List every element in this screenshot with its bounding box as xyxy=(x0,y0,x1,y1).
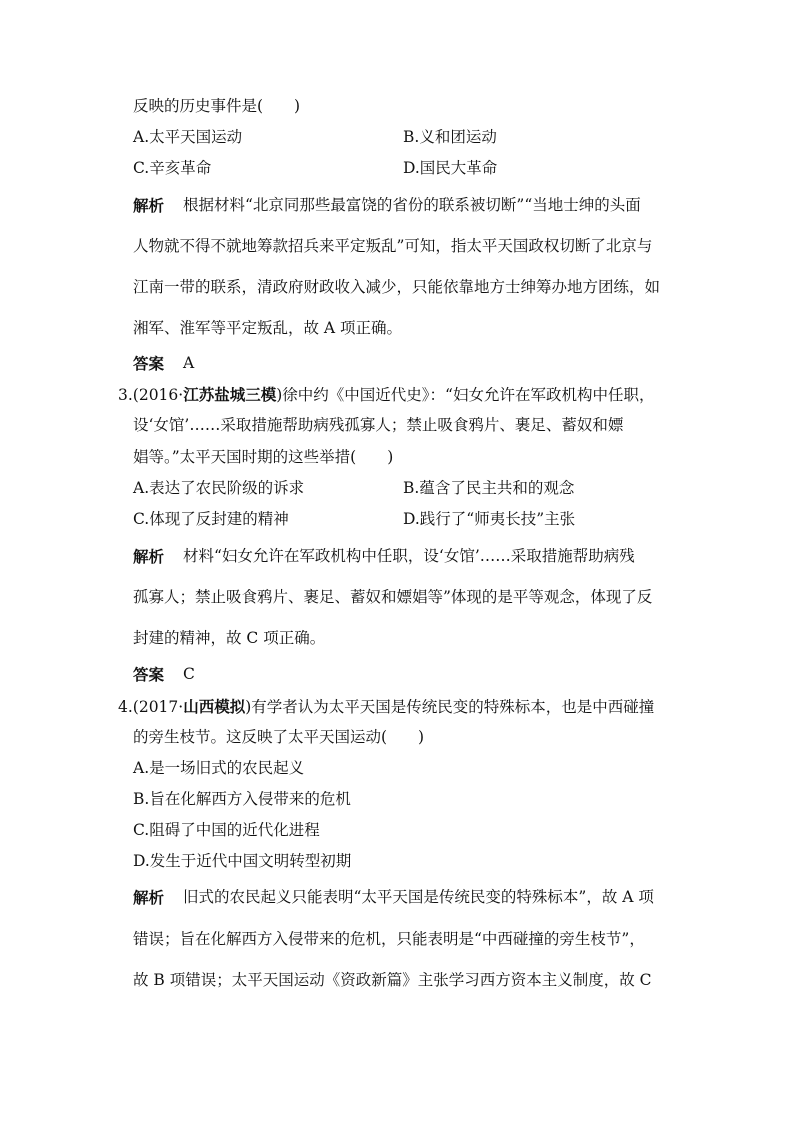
q4-option-d: D.发生于近代中国文明转型初期 xyxy=(133,852,352,870)
q4-stem-line-1 xyxy=(118,699,654,716)
q3-answer-label: 答案 xyxy=(133,665,165,684)
q3-option-b: B.蕴含了民主共和的观念 xyxy=(403,479,575,497)
q2-analysis-line-2: 人物就不得不就地筹款招兵来平定叛乱”可知，指太平天国政权切断了北京与 xyxy=(133,237,653,255)
q4-option-b: B.旨在化解西方入侵带来的危机 xyxy=(133,790,351,808)
q4-option-a: A.是一场旧式的农民起义 xyxy=(133,759,305,777)
q4-number: 4.(2017· xyxy=(118,698,184,716)
q3-analysis-label: 解析 xyxy=(133,547,165,566)
q2-analysis-line-3: 江南一带的联系，清政府财政收入减少，只能依靠地方士绅筹办地方团练，如 xyxy=(133,278,661,296)
q2-analysis-line-4: 湘军、淮军等平定叛乱，故 A 项正确。 xyxy=(133,319,403,337)
q2-answer-label: 答案 xyxy=(133,354,165,373)
q2-answer: A xyxy=(183,354,195,372)
q2-option-b: B.义和团运动 xyxy=(403,128,497,146)
q3-stem-line-2: 设‘女馆’……采取措施帮助病残孤寡人；禁止吸食鸦片、裹足、蓄奴和嫖 xyxy=(133,416,624,434)
q3-analysis-line-1: 材料“妇女允许在军政机构中任职，设‘女馆’……采取措施帮助病残 xyxy=(183,547,635,565)
q2-analysis-label: 解析 xyxy=(133,196,165,215)
q2-option-c: C.辛亥革命 xyxy=(133,159,212,177)
q2-option-d: D.国民大革命 xyxy=(403,159,498,177)
q4-stem-text-1: )有学者认为太平天国是传统民变的特殊标本，也是中西碰撞 xyxy=(245,698,655,716)
q3-source: 江苏盐城三模 xyxy=(183,385,277,404)
q3-option-d: D.践行了“师夷长技”主张 xyxy=(403,510,576,528)
q3-option-a: A.表达了农民阶级的诉求 xyxy=(133,479,305,497)
q3-number: 3.(2016· xyxy=(118,386,184,404)
q3-analysis-line-2: 孤寡人；禁止吸食鸦片、裹足、蓄奴和嫖娼等”体现的是平等观念，体现了反 xyxy=(133,588,653,606)
q3-analysis-line-3: 封建的精神，故 C 项正确。 xyxy=(133,629,326,647)
q3-stem-line-3: 娼等。”太平天国时期的这些举措( ) xyxy=(133,448,394,466)
q4-option-c: C.阻碍了中国的近代化进程 xyxy=(133,821,320,839)
q4-stem-line-2: 的旁生枝节。这反映了太平天国运动( ) xyxy=(133,728,425,746)
q4-source: 山西模拟 xyxy=(183,697,246,716)
q4-analysis-line-2: 错误；旨在化解西方入侵带来的危机，只能表明是“中西碰撞的旁生枝节”， xyxy=(133,930,645,948)
q2-stem-tail: 反映的历史事件是( ) xyxy=(133,97,301,115)
q4-analysis-label: 解析 xyxy=(133,888,165,907)
q4-analysis-line-1: 旧式的农民起义只能表明“太平天国是传统民变的特殊标本”，故 A 项 xyxy=(183,888,654,906)
q3-stem-line-1 xyxy=(118,387,654,404)
q4-analysis-line-3: 故 B 项错误；太平天国运动《资政新篇》主张学习西方资本主义制度，故 C xyxy=(133,971,652,989)
q3-stem-text-1: )徐中约《中国近代史》：“妇女允许在军政机构中任职， xyxy=(276,386,655,404)
q2-option-a: A.太平天国运动 xyxy=(133,128,243,146)
q3-answer: C xyxy=(183,665,195,683)
q3-option-c: C.体现了反封建的精神 xyxy=(133,510,289,528)
q2-analysis-line-1: 根据材料“北京同那些最富饶的省份的联系被切断”“当地士绅的头面 xyxy=(183,196,641,214)
